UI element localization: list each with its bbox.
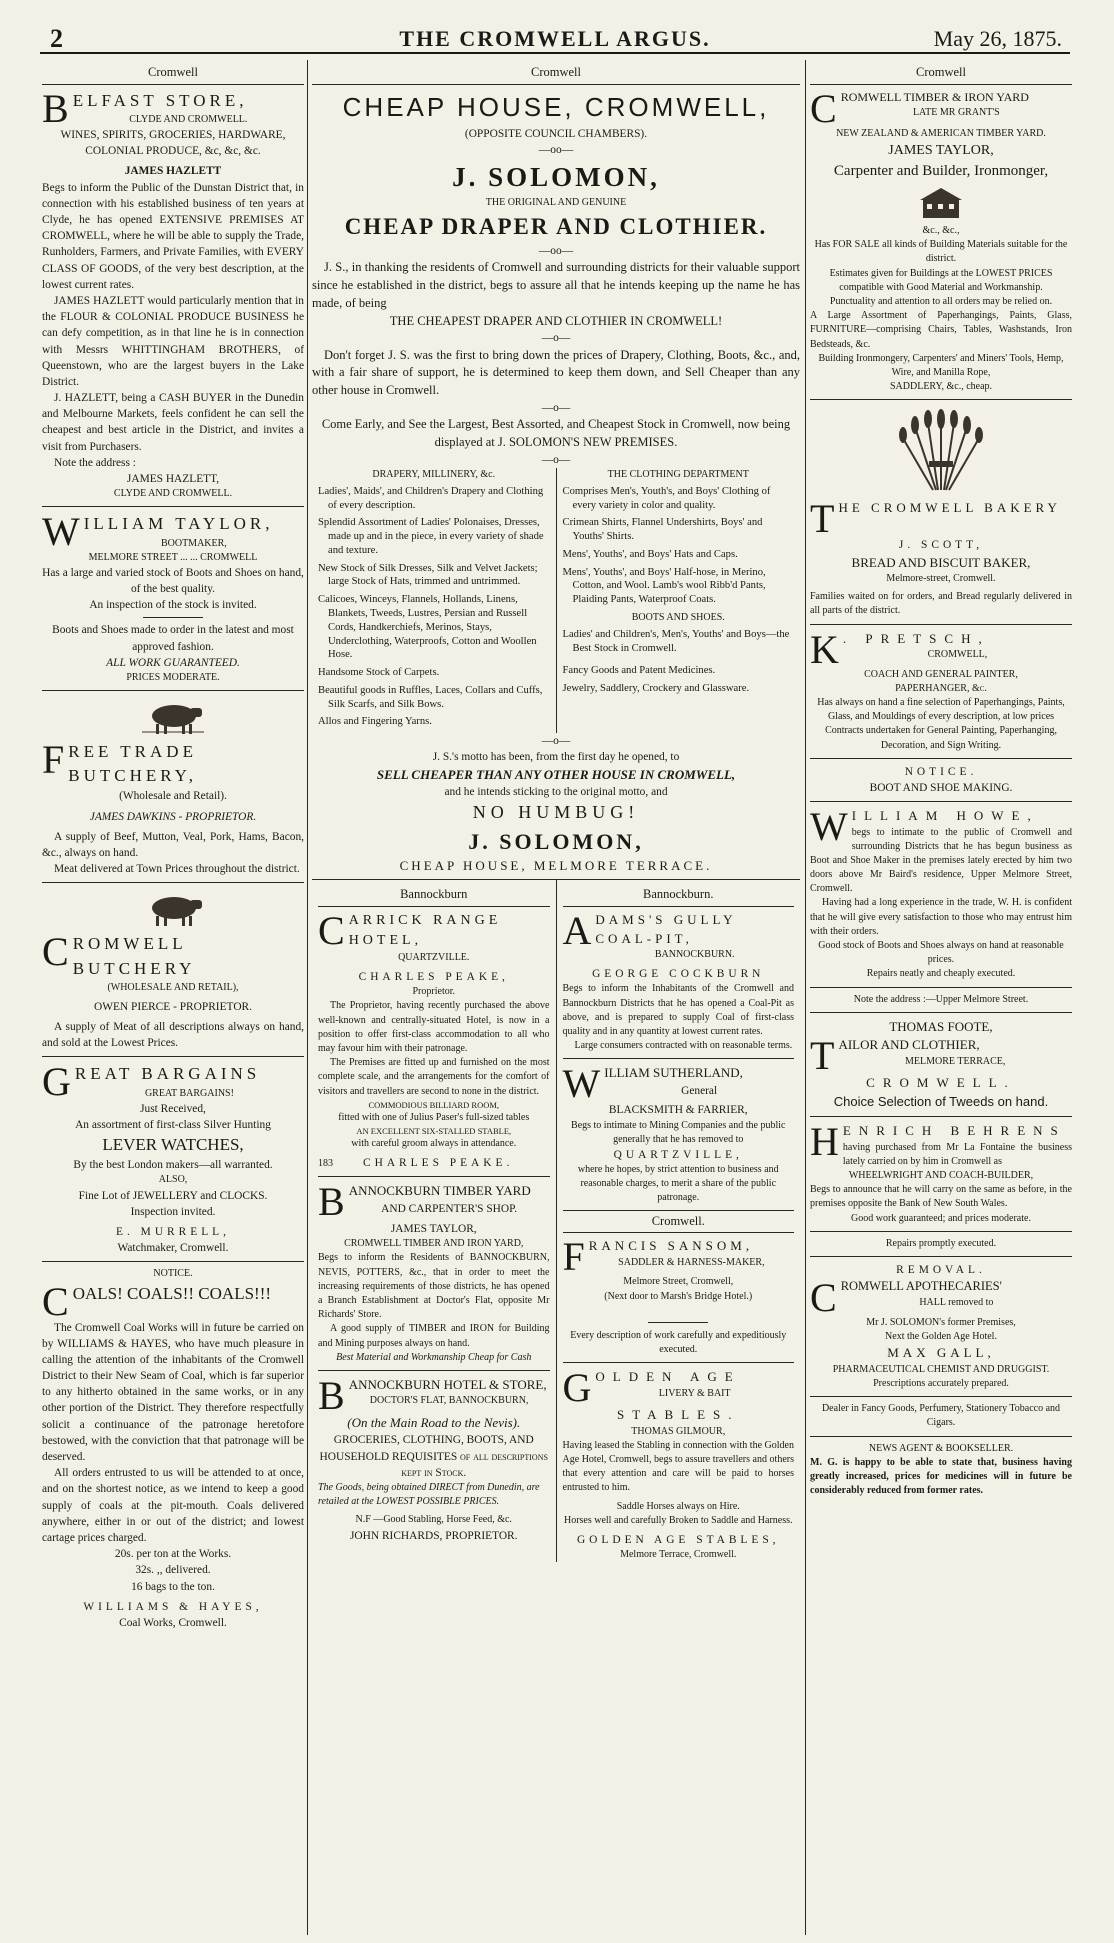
ad-signature-place: Melmore Terrace, Cromwell. xyxy=(620,1549,737,1561)
ad-subtitle: (WHOLESALE AND RETAIL), xyxy=(107,981,239,993)
divider xyxy=(42,1056,304,1057)
ad-text: Begs to inform the Residents of BANNOCKBURN, NEVIS, POTTERS, &c., that in order to meet the increasing requirements of those districts, he has opened a Branch Establishment at Doctor's Flat, opposite Mr Richards' Store. xyxy=(318,1252,550,1321)
ad-title: ARRICK RANGE HOTEL, xyxy=(348,913,502,949)
issue-date: May 26, 1875. xyxy=(933,26,1062,51)
page-number: 2 xyxy=(50,24,63,53)
section-heading: Cromwell xyxy=(810,64,1072,85)
ad-text: By the best London makers—all warranted. xyxy=(73,1159,273,1172)
ad-text: ALL WORK GUARANTEED. xyxy=(106,656,240,669)
department-item: Splendid Assortment of Ladies' Polonaises, Dresses, made up and in the piece, in every variety of shade and texture. xyxy=(318,517,544,556)
ad-subtitle: GREAT BARGAINS! xyxy=(144,1087,234,1099)
ad-signature: J. SOLOMON, xyxy=(468,828,644,854)
ad-proprietor: JAMES DAWKINS - PROPRIETOR. xyxy=(89,810,257,823)
ad-text: N.F —Good Stabling, Horse Feed, &c. xyxy=(355,1514,512,1526)
ad-text: Has always on hand a fine selection of Paperhangings, Paints, Glass, and Mouldings of every description, at low prices xyxy=(817,696,1065,723)
ad-text: Has FOR SALE all kinds of Building Materials suitable for the district. xyxy=(814,239,1068,265)
ad-text: A supply of Meat of all descriptions always on hand, and sold at the Lowest Prices. xyxy=(42,1021,304,1050)
ad-signature: MAX GALL, xyxy=(887,1345,995,1361)
drop-cap: F xyxy=(562,1234,585,1280)
ad-cromwell-butchery xyxy=(42,929,304,1051)
ad-name: GEORGE COCKBURN xyxy=(592,968,765,981)
ad-title: REAT BARGAINS xyxy=(74,1064,261,1084)
ad-text: PRICES MODERATE. xyxy=(126,672,220,683)
ad-title: DAMS'S GULLY COAL-PIT, xyxy=(595,912,737,946)
department-drapery xyxy=(312,468,557,733)
ad-francis-sansom xyxy=(562,1234,795,1357)
bannockburn-ads xyxy=(312,879,800,1562)
ad-subtitle: HALL removed to xyxy=(919,1296,994,1308)
ad-subtitle: LIVERY & BAIT xyxy=(658,1387,731,1399)
ad-text: Has a large and varied stock of Boots and Shoes on hand, of the best quality. xyxy=(42,566,304,596)
ad-subtitle: STABLES. xyxy=(616,1407,740,1423)
wheat-sheaf-illustration xyxy=(896,405,986,495)
ad-title: AILOR AND CLOTHIER, xyxy=(838,1037,980,1053)
divider xyxy=(42,506,304,507)
departments xyxy=(312,468,800,733)
ad-william-howe xyxy=(810,764,1072,1007)
section-heading: Cromwell xyxy=(42,64,304,85)
ad-bannockburn-timber xyxy=(318,1179,550,1365)
notice-label: REMOVAL. xyxy=(896,1263,986,1276)
drop-cap: G xyxy=(562,1365,592,1411)
ad-henrich-behrens xyxy=(810,1119,1072,1251)
drop-cap: A xyxy=(562,908,592,954)
ad-separator: —o— xyxy=(541,332,571,345)
divider xyxy=(810,758,1072,759)
divider xyxy=(810,1231,1072,1232)
notice-subtitle: BOOT AND SHOE MAKING. xyxy=(869,781,1013,794)
ad-trade: BREAD AND BISCUIT BAKER, xyxy=(851,554,1031,570)
ad-thomas-foote xyxy=(810,1018,1072,1111)
ad-text: Every description of work carefully and expeditiously executed. xyxy=(570,1329,787,1355)
ad-title: CHEAP HOUSE, CROMWELL, xyxy=(342,91,770,122)
section-heading: Cromwell. xyxy=(563,1210,795,1234)
ad-goods: WINES, SPIRITS, GROCERIES, HARDWARE, COLONIAL PRODUCE, &c, &c, &c. xyxy=(60,129,286,158)
ad-trade: PHARMACEUTICAL CHEMIST AND DRUGGIST. xyxy=(832,1363,1050,1375)
ad-name: JAMES HAZLETT xyxy=(124,165,222,178)
ad-bannockburn-hotel xyxy=(318,1372,550,1544)
ad-address: MELMORE STREET ... ... CROMWELL xyxy=(88,551,258,563)
ad-text: Note the address :—Upper Melmore Street. xyxy=(853,993,1029,1005)
newspaper-title: THE CROMWELL ARGUS. xyxy=(399,26,711,51)
ad-text: A good supply of TIMBER and IRON for Building and Mining purposes always on hand. xyxy=(318,1323,550,1349)
divider xyxy=(42,690,304,691)
drop-cap: C xyxy=(318,908,345,954)
ad-subtitle: MELMORE TERRACE, xyxy=(905,1055,1006,1067)
ad-text: Prescriptions accurately prepared. xyxy=(873,1378,1009,1390)
ad-text: Meat delivered at Town Prices throughout the district. xyxy=(54,863,300,876)
department-item: Comprises Men's, Youth's, and Boys' Clothing of every variety in color and quality. xyxy=(562,485,771,511)
divider xyxy=(810,1396,1072,1397)
ad-removal-apothecaries xyxy=(810,1262,1072,1499)
ad-text: GROCERIES, CLOTHING, BOOTS, AND HOUSEHOLD REQUISITES of all descriptions kept in Stock. xyxy=(319,1434,548,1479)
drop-cap: T xyxy=(810,1033,835,1079)
ad-motto: SELL CHEAPER THAN ANY OTHER HOUSE IN CROMWELL, xyxy=(376,766,736,782)
ad-text: Punctuality and attention to all orders may be relied on. xyxy=(829,296,1053,308)
ad-text: J. HAZLETT, being a CASH BUYER in the Dunedin and Melbourne Markets, feels confident he can sell the cheapest and best article in the District, and invites a visit from Purchasers. xyxy=(42,392,304,453)
ad-text: with careful groom always in attendance. xyxy=(351,1138,517,1150)
department-item: Calicoes, Winceys, Flannels, Hollands, Linens, Blankets, Tweeds, Lustres, Persian and Russell Cords, Handkerchiefs, Merinos, Stays, Underclothing, Waterproofs, Cotton and Woollen Hose. xyxy=(318,594,537,661)
ad-great-bargains xyxy=(42,1059,304,1256)
ad-subtitle: THE ORIGINAL AND GENUINE xyxy=(485,197,627,209)
ad-text: Next the Golden Age Hotel. xyxy=(885,1331,997,1343)
column-middle xyxy=(312,64,800,1934)
ad-price: 32s. ,, delivered. xyxy=(135,1564,211,1577)
drop-cap: W xyxy=(42,509,80,555)
ad-title: ROMWELL APOTHECARIES' xyxy=(840,1279,1002,1294)
ad-text: COMMODIOUS BILLIARD ROOM, xyxy=(368,1099,500,1110)
ad-william-taylor xyxy=(42,509,304,685)
ad-signature: GOLDEN AGE STABLES, xyxy=(576,1533,780,1546)
column-divider xyxy=(805,60,806,1935)
ad-text: The Premises are fitted up and furnished on the most complete scale, and the arrangements for the comfort of visitors and travellers are second to none in the district. xyxy=(318,1057,550,1097)
ad-signature-place: CHEAP HOUSE, MELMORE TERRACE. xyxy=(399,857,713,873)
ad-title: ANNOCKBURN HOTEL & STORE, xyxy=(348,1376,547,1392)
ad-title: ELFAST STORE, xyxy=(72,90,248,110)
ad-signature: E. MURRELL, xyxy=(116,1225,230,1238)
ad-signature-trade: Watchmaker, Cromwell. xyxy=(117,1242,229,1255)
ad-place: CROMWELL. xyxy=(866,1075,1016,1091)
ad-name: THOMAS GILMOUR, xyxy=(631,1425,726,1437)
ad-subtitle: (OPPOSITE COUNCIL CHAMBERS). xyxy=(464,127,648,140)
divider xyxy=(810,399,1072,400)
ad-text: Note the address : xyxy=(54,456,136,469)
ad-subtitle: QUARTZVILLE. xyxy=(398,951,470,963)
ad-address: Melmore Street, Cromwell, xyxy=(623,1276,734,1288)
divider xyxy=(318,1370,550,1371)
drop-cap: B xyxy=(318,1179,345,1225)
ad-title: ENRICH BEHRENS xyxy=(842,1123,1066,1139)
house-illustration xyxy=(916,186,966,220)
ad-free-trade-butchery xyxy=(42,737,304,877)
ad-text: An assortment of first-class Silver Hunting xyxy=(75,1118,271,1131)
ad-separator: —oo— xyxy=(538,143,574,156)
bannockburn-left xyxy=(312,880,557,1562)
ad-adams-gully xyxy=(562,908,795,1053)
ad-text: AN EXCELLENT SIX-STALLED STABLE, xyxy=(356,1126,512,1137)
department-item: Allos and Fingering Yarns. xyxy=(318,716,432,728)
ad-separator: —o— xyxy=(541,735,571,748)
ad-text: Fine Lot of JEWELLERY and CLOCKS. xyxy=(78,1189,268,1202)
ad-william-sutherland xyxy=(562,1061,795,1205)
ad-belfast-store xyxy=(42,85,304,502)
divider xyxy=(810,624,1072,625)
drop-cap: C xyxy=(42,1278,69,1324)
column-divider xyxy=(307,60,308,1935)
department-item: Crimean Shirts, Flannel Undershirts, Boys' and Youths' Shirts. xyxy=(562,517,763,543)
ad-text: An inspection of the stock is invited. xyxy=(89,599,257,612)
ad-text: THE CHEAPEST DRAPER AND CLOTHIER IN CROMWELL! xyxy=(389,313,723,328)
ad-name: JAMES TAYLOR, xyxy=(888,142,994,158)
ad-carrick-range-hotel xyxy=(318,908,550,1171)
drop-cap: W xyxy=(810,804,848,850)
ad-signature: WILLIAMS & HAYES, xyxy=(83,1600,263,1613)
ad-title: ROMWELL TIMBER & IRON YARD xyxy=(840,89,1029,104)
ad-title: CHEAP DRAPER AND CLOTHIER. xyxy=(344,213,768,239)
divider xyxy=(810,801,1072,802)
ox-illustration xyxy=(138,696,208,736)
ad-trade: SADDLER & HARNESS-MAKER, xyxy=(618,1256,765,1268)
ad-text: JAMES HAZLETT would particularly mention that in the FLOUR & COLONIAL PRODUCE BUSINESS he can defy competition, as in that line he is in connection with Messrs WHITTINGHAM BROTHERS, of Queenstown, who are the largest buyers in the Lake District. xyxy=(42,294,304,388)
ad-separator: —o— xyxy=(541,453,571,466)
ad-text: having purchased from Mr La Fontaine the business lately carried on by him in Cromwell as xyxy=(842,1141,1072,1167)
ad-subtitle: NEW ZEALAND & AMERICAN TIMBER YARD. xyxy=(836,127,1046,139)
ad-address: CROMWELL TIMBER AND IRON YARD, xyxy=(344,1238,524,1250)
ad-signature: JOHN RICHARDS, PROPRIETOR. xyxy=(349,1529,518,1542)
ad-text: The Proprietor, having recently purchased the above well-known and centrally-situated Hotel, is now in a position to offer first-class accommodation to all who may favour him with their patronage. xyxy=(318,1000,550,1055)
department-item: Jewelry, Saddlery, Crockery and Glassware. xyxy=(562,682,750,694)
ad-text: Building Ironmongery, Carpenters' and Miners' Tools, Hemp, Wire, and Manilla Rope, xyxy=(818,352,1064,378)
ad-name: J. SOLOMON, xyxy=(452,162,660,193)
ad-subtitle: CLYDE AND CROMWELL. xyxy=(129,113,248,125)
ad-text: Large consumers contracted with on reasonable terms. xyxy=(574,1040,793,1052)
ad-text: fitted with one of Julius Paser's full-sized tables xyxy=(338,1111,530,1123)
ad-text: LEVER WATCHES, xyxy=(102,1135,244,1155)
column-left xyxy=(42,64,304,1934)
drop-cap: C xyxy=(42,929,69,975)
ad-trade: WHEELWRIGHT AND COACH-BUILDER, xyxy=(848,1169,1034,1181)
ad-trade: BOOTMAKER, xyxy=(160,537,227,549)
ad-text: All orders entrusted to us will be attended to at once, and on the shortest notice, as we intend to keep a good supply of coals at the pit-mouth. Coals delivered anywhere, either in or out of the district; and lowest cartage prices charged. xyxy=(42,1467,304,1544)
ad-text: Horses well and carefully Broken to Saddle and Harness. xyxy=(563,1514,793,1526)
ad-text: J. S., in thanking the residents of Cromwell and surrounding districts for their valuable support since he established in the district, begs to assure all that he intends keeping up the name he has made, of being xyxy=(312,260,800,310)
ad-separator: —o— xyxy=(541,401,571,414)
ad-pretsch xyxy=(810,626,1072,753)
ad-title: ROMWELL BUTCHERY xyxy=(72,934,196,978)
ad-price: 16 bags to the ton. xyxy=(131,1580,215,1593)
ad-title: ILLIAM SUTHERLAND, xyxy=(604,1065,743,1081)
ad-text: Boots and Shoes made to order in the latest and most approved fashion. xyxy=(52,624,294,653)
ad-trade: Carpenter and Builder, Ironmonger, xyxy=(833,162,1049,179)
ad-solomon-cheap-house xyxy=(312,89,800,876)
ad-text: Choice Selection of Tweeds on hand. xyxy=(833,1093,1049,1109)
notice-label: NOTICE. xyxy=(153,1268,193,1280)
ad-text: where he hopes, by strict attention to business and reasonable charges, to merit a share of the public patronage. xyxy=(577,1164,779,1204)
ad-signature: JAMES HAZLETT, xyxy=(126,473,220,485)
department-list xyxy=(563,485,795,607)
ad-motto: NO HUMBUG! xyxy=(472,802,640,823)
ad-text: Don't forget J. S. was the first to bring down the prices of Drapery, Clothing, Boots, &c., and, with a fair share of support, he is determined to keep them down, and Sell Cheaper than any other house in Cromwell. xyxy=(312,347,800,398)
department-item: Fancy Goods and Patent Medicines. xyxy=(562,664,716,676)
drop-cap: G xyxy=(42,1059,71,1105)
ad-title: REE TRADE BUTCHERY, xyxy=(68,742,197,786)
ad-text: Mr J. SOLOMON's former Premises, xyxy=(866,1317,1016,1329)
ad-text: The Goods, being obtained DIRECT from Dunedin, are retailed at the LOWEST POSSIBLE PRICES. xyxy=(318,1481,540,1508)
department-title: BOOTS AND SHOES. xyxy=(631,612,725,624)
divider xyxy=(563,1362,795,1363)
ad-golden-age-stables xyxy=(562,1365,795,1562)
department-list xyxy=(318,485,550,729)
ad-title: OLDEN AGE xyxy=(595,1369,741,1385)
ad-subtitle: CROMWELL, xyxy=(927,649,988,661)
ad-text: Begs to inform the Inhabitants of the Cromwell and Bannockburn Districts that he has opened a Coal-Pit as above, and is prepared to supply Coal of first-class quality and in any quantity at lowest current rates. xyxy=(562,983,794,1037)
drop-cap: F xyxy=(42,737,65,783)
column-right xyxy=(810,64,1072,1934)
department-item: Beautiful goods in Ruffles, Laces, Collars and Cuffs, Silk Scarfs, and Silk Bows. xyxy=(318,684,543,710)
ad-text: A Large Assortment of Paperhangings, Paints, Glass, FURNITURE—comprising Chairs, Tables, Washstands, Iron Bedsteads, &c. xyxy=(810,310,1072,350)
ad-text: Good stock of Boots and Shoes always on hand at reasonable prices. xyxy=(818,940,1064,966)
ad-subtitle: AND CARPENTER'S SHOP. xyxy=(381,1202,518,1215)
department-clothing xyxy=(557,468,801,733)
department-item: New Stock of Silk Dresses, Silk and Velvet Jackets; large Stock of Hats, trimmed and untrimmed. xyxy=(318,562,538,588)
ad-name: THOMAS FOOTE, xyxy=(889,1018,993,1034)
ad-text: NEWS AGENT & BOOKSELLER. xyxy=(868,1442,1014,1454)
ad-signature: CHARLES PEAKE. xyxy=(363,1157,514,1170)
ad-signature-place: CLYDE AND CROMWELL. xyxy=(113,488,233,500)
divider xyxy=(810,1116,1072,1117)
ad-subtitle: DOCTOR'S FLAT, BANNOCKBURN, xyxy=(369,1395,529,1407)
ad-price: 20s. per ton at the Works. xyxy=(114,1548,232,1561)
ad-text: Inspection invited. xyxy=(130,1205,216,1218)
ad-title: OALS! COALS!! COALS!!! xyxy=(72,1283,272,1303)
ad-role: Proprietor. xyxy=(412,986,455,998)
ad-text: Repairs promptly executed. xyxy=(885,1237,997,1249)
divider xyxy=(563,1058,795,1059)
ad-text: Begs to announce that he will carry on the same as before, in the premises opposite the Bank of New South Wales. xyxy=(810,1184,1072,1210)
ad-cromwell-bakery xyxy=(810,496,1072,618)
divider xyxy=(143,617,203,618)
divider xyxy=(42,1261,304,1262)
ad-subtitle: LATE MR GRANT'S xyxy=(912,106,1000,118)
ad-trade: PAPERHANGER, &c. xyxy=(895,682,987,694)
masthead xyxy=(40,24,1070,54)
ad-place: QUARTZVILLE, xyxy=(613,1148,743,1161)
ad-text: SADDLERY, &c., cheap. xyxy=(889,381,993,393)
ad-text: Contracts undertaken for General Painting, Paperhanging, Decoration, and Sign Writing. xyxy=(825,725,1057,751)
bannockburn-right xyxy=(557,880,801,1562)
department-title: THE CLOTHING DEPARTMENT xyxy=(607,468,749,480)
ad-title: ILLIAM HOWE, xyxy=(851,808,1039,824)
ad-address: (Next door to Marsh's Bridge Hotel.) xyxy=(604,1290,753,1302)
ad-subtitle: BANNOCKBURN. xyxy=(654,949,735,961)
ad-text: Begs to intimate to Mining Companies and the public generally that he has removed to xyxy=(571,1119,786,1145)
department-title: DRAPERY, MILLINERY, &c. xyxy=(372,468,496,480)
ad-text: begs to intimate to the public of Cromwell and surrounding Districts that he has begun business as Boot and Shoe Maker in the premises lately erected by him two doors above Mr Baird's residence, Upper Melmore Street, Cromwell. xyxy=(810,826,1072,895)
ad-proprietor: OWEN PIERCE - PROPRIETOR. xyxy=(93,1000,252,1013)
ox-illustration xyxy=(138,888,208,928)
divider xyxy=(810,1012,1072,1013)
department-item: Mens', Youths', and Boys' Half-hose, in Merino, Cotton, and Wool. Lamb's wool Ribb'd Pants, Plaiding Pants, Waterproof Coats. xyxy=(562,566,766,606)
department-item: Handsome Stock of Carpets. xyxy=(318,667,440,679)
ad-text: Begs to inform the Public of the Dunstan District that, in connection with his established business of ten years at Clyde, he has opened EXTENSIVE PREMISES AT CROMWELL, where he will be able to supply the Trade, Runholders, Farmers, and Private Families, with EVERY CLASS OF GOODS, of the very best description, at the lowest current rates. xyxy=(42,181,304,291)
ad-text: Having leased the Stabling in connection with the Golden Age Hotel, Cromwell, begs to assure travellers and others that every attention and care will be paid to horses entrusted to him. xyxy=(562,1439,794,1494)
ad-subtitle: General xyxy=(681,1084,718,1097)
drop-cap: C xyxy=(810,85,837,131)
section-heading: Bannockburn. xyxy=(563,884,795,907)
ad-title: . PRETSCH, xyxy=(842,630,990,646)
divider xyxy=(810,1256,1072,1257)
ad-name: J. SCOTT, xyxy=(898,539,984,552)
ad-name: JAMES TAYLOR, xyxy=(390,1223,477,1236)
ad-address: Melmore-street, Cromwell. xyxy=(886,573,996,584)
ad-separator: —oo— xyxy=(538,245,574,258)
drop-cap: K xyxy=(810,626,839,672)
department-list xyxy=(563,664,795,696)
divider xyxy=(318,1176,550,1177)
drop-cap: C xyxy=(810,1275,837,1321)
ad-signature-place: Coal Works, Cromwell. xyxy=(119,1616,227,1629)
ad-text: Just Received, xyxy=(140,1102,206,1115)
section-heading: Cromwell xyxy=(312,64,800,85)
ad-cromwell-timber-yard xyxy=(810,85,1072,395)
department-item: Ladies', Maids', and Children's Drapery and Clothing of every description. xyxy=(318,485,544,511)
ad-text: J. S.'s motto has been, from the first day he opened, to xyxy=(432,751,680,764)
ad-text: Best Material and Workmanship Cheap for Cash xyxy=(336,1351,532,1363)
notice-label: NOTICE. xyxy=(904,765,978,778)
ad-text: The Cromwell Coal Works will in future be carried on by WILLIAMS & HAYES, who have much pleasure in calling the attention of the inhabitants of the Cromwell District to their New Seam of Coal, which is far superior to any hitherto obtained in the same works, or in any other portion of the District. They therefore respectfully solicit a continuance of the patronage heretofore bestowed, with the conviction that that patronage will be deserved. xyxy=(42,1321,304,1463)
ad-text: &c., &c., xyxy=(922,225,960,237)
ad-coals xyxy=(42,1267,304,1631)
ad-subtitle: (Wholesale and Retail). xyxy=(119,790,227,803)
ad-text: A supply of Beef, Mutton, Veal, Pork, Hams, Bacon, &c., always on hand. xyxy=(42,830,304,859)
ad-text: ALSO, xyxy=(158,1174,188,1186)
drop-cap: B xyxy=(318,1372,345,1418)
ad-trade: BLACKSMITH & FARRIER, xyxy=(608,1104,748,1117)
drop-cap: H xyxy=(810,1119,839,1165)
ad-text: Good work guaranteed; and prices moderate. xyxy=(851,1212,1031,1224)
ad-name: CHARLES PEAKE, xyxy=(358,971,509,984)
ad-text: and he intends sticking to the original motto, and xyxy=(444,785,668,798)
ad-text: Having had a long experience in the trade, W. H. is confident that he will give every satisfaction to those who may entrust him with their orders. xyxy=(810,897,1072,937)
ad-trade: COACH AND GENERAL PAINTER, xyxy=(864,668,1018,680)
ad-title: ANNOCKBURN TIMBER YARD xyxy=(348,1183,531,1199)
ad-text: Families waited on for orders, and Bread regularly delivered in all parts of the district. xyxy=(810,591,1072,617)
ad-text: Repairs neatly and cheaply executed. xyxy=(866,968,1016,980)
divider xyxy=(648,1322,708,1323)
divider xyxy=(810,1436,1072,1437)
ad-title: HE CROMWELL BAKERY xyxy=(838,500,1061,516)
ad-title: ILLIAM TAYLOR, xyxy=(83,514,274,534)
department-list xyxy=(563,628,795,656)
drop-cap: W xyxy=(562,1061,601,1107)
ad-text: Come Early, and See the Largest, Best Assorted, and Cheapest Stock in Cromwell, now being displayed at J. SOLOMON'S NEW PREMISES. xyxy=(321,417,791,449)
department-item: Ladies' and Children's, Men's, Youths' and Boys—the Best Stock in Cromwell. xyxy=(562,629,790,654)
section-heading: Bannockburn xyxy=(318,884,550,907)
ad-subtitle: (On the Main Road to the Nevis). xyxy=(347,1414,521,1430)
ad-title: RANCIS SANSOM, xyxy=(588,1238,754,1254)
ad-number: 183 xyxy=(318,1158,333,1170)
divider xyxy=(810,987,1072,988)
department-item: Mens', Youths', and Boys' Hats and Caps. xyxy=(562,548,738,560)
divider xyxy=(42,882,304,883)
ad-text: Estimates given for Buildings at the LOWEST PRICES compatible with Good Material and Workmanship. xyxy=(829,267,1053,293)
ad-text: Dealer in Fancy Goods, Perfumery, Stationery Tobacco and Cigars. xyxy=(821,1403,1061,1429)
drop-cap: T xyxy=(810,496,835,542)
ad-text: Saddle Horses always on Hire. xyxy=(616,1500,740,1512)
ad-text: M. G. is happy to be able to state that, business having greatly increased, prices for medicines will in future be considerably reduced from former rates. xyxy=(810,1456,1072,1497)
drop-cap: B xyxy=(42,85,69,131)
